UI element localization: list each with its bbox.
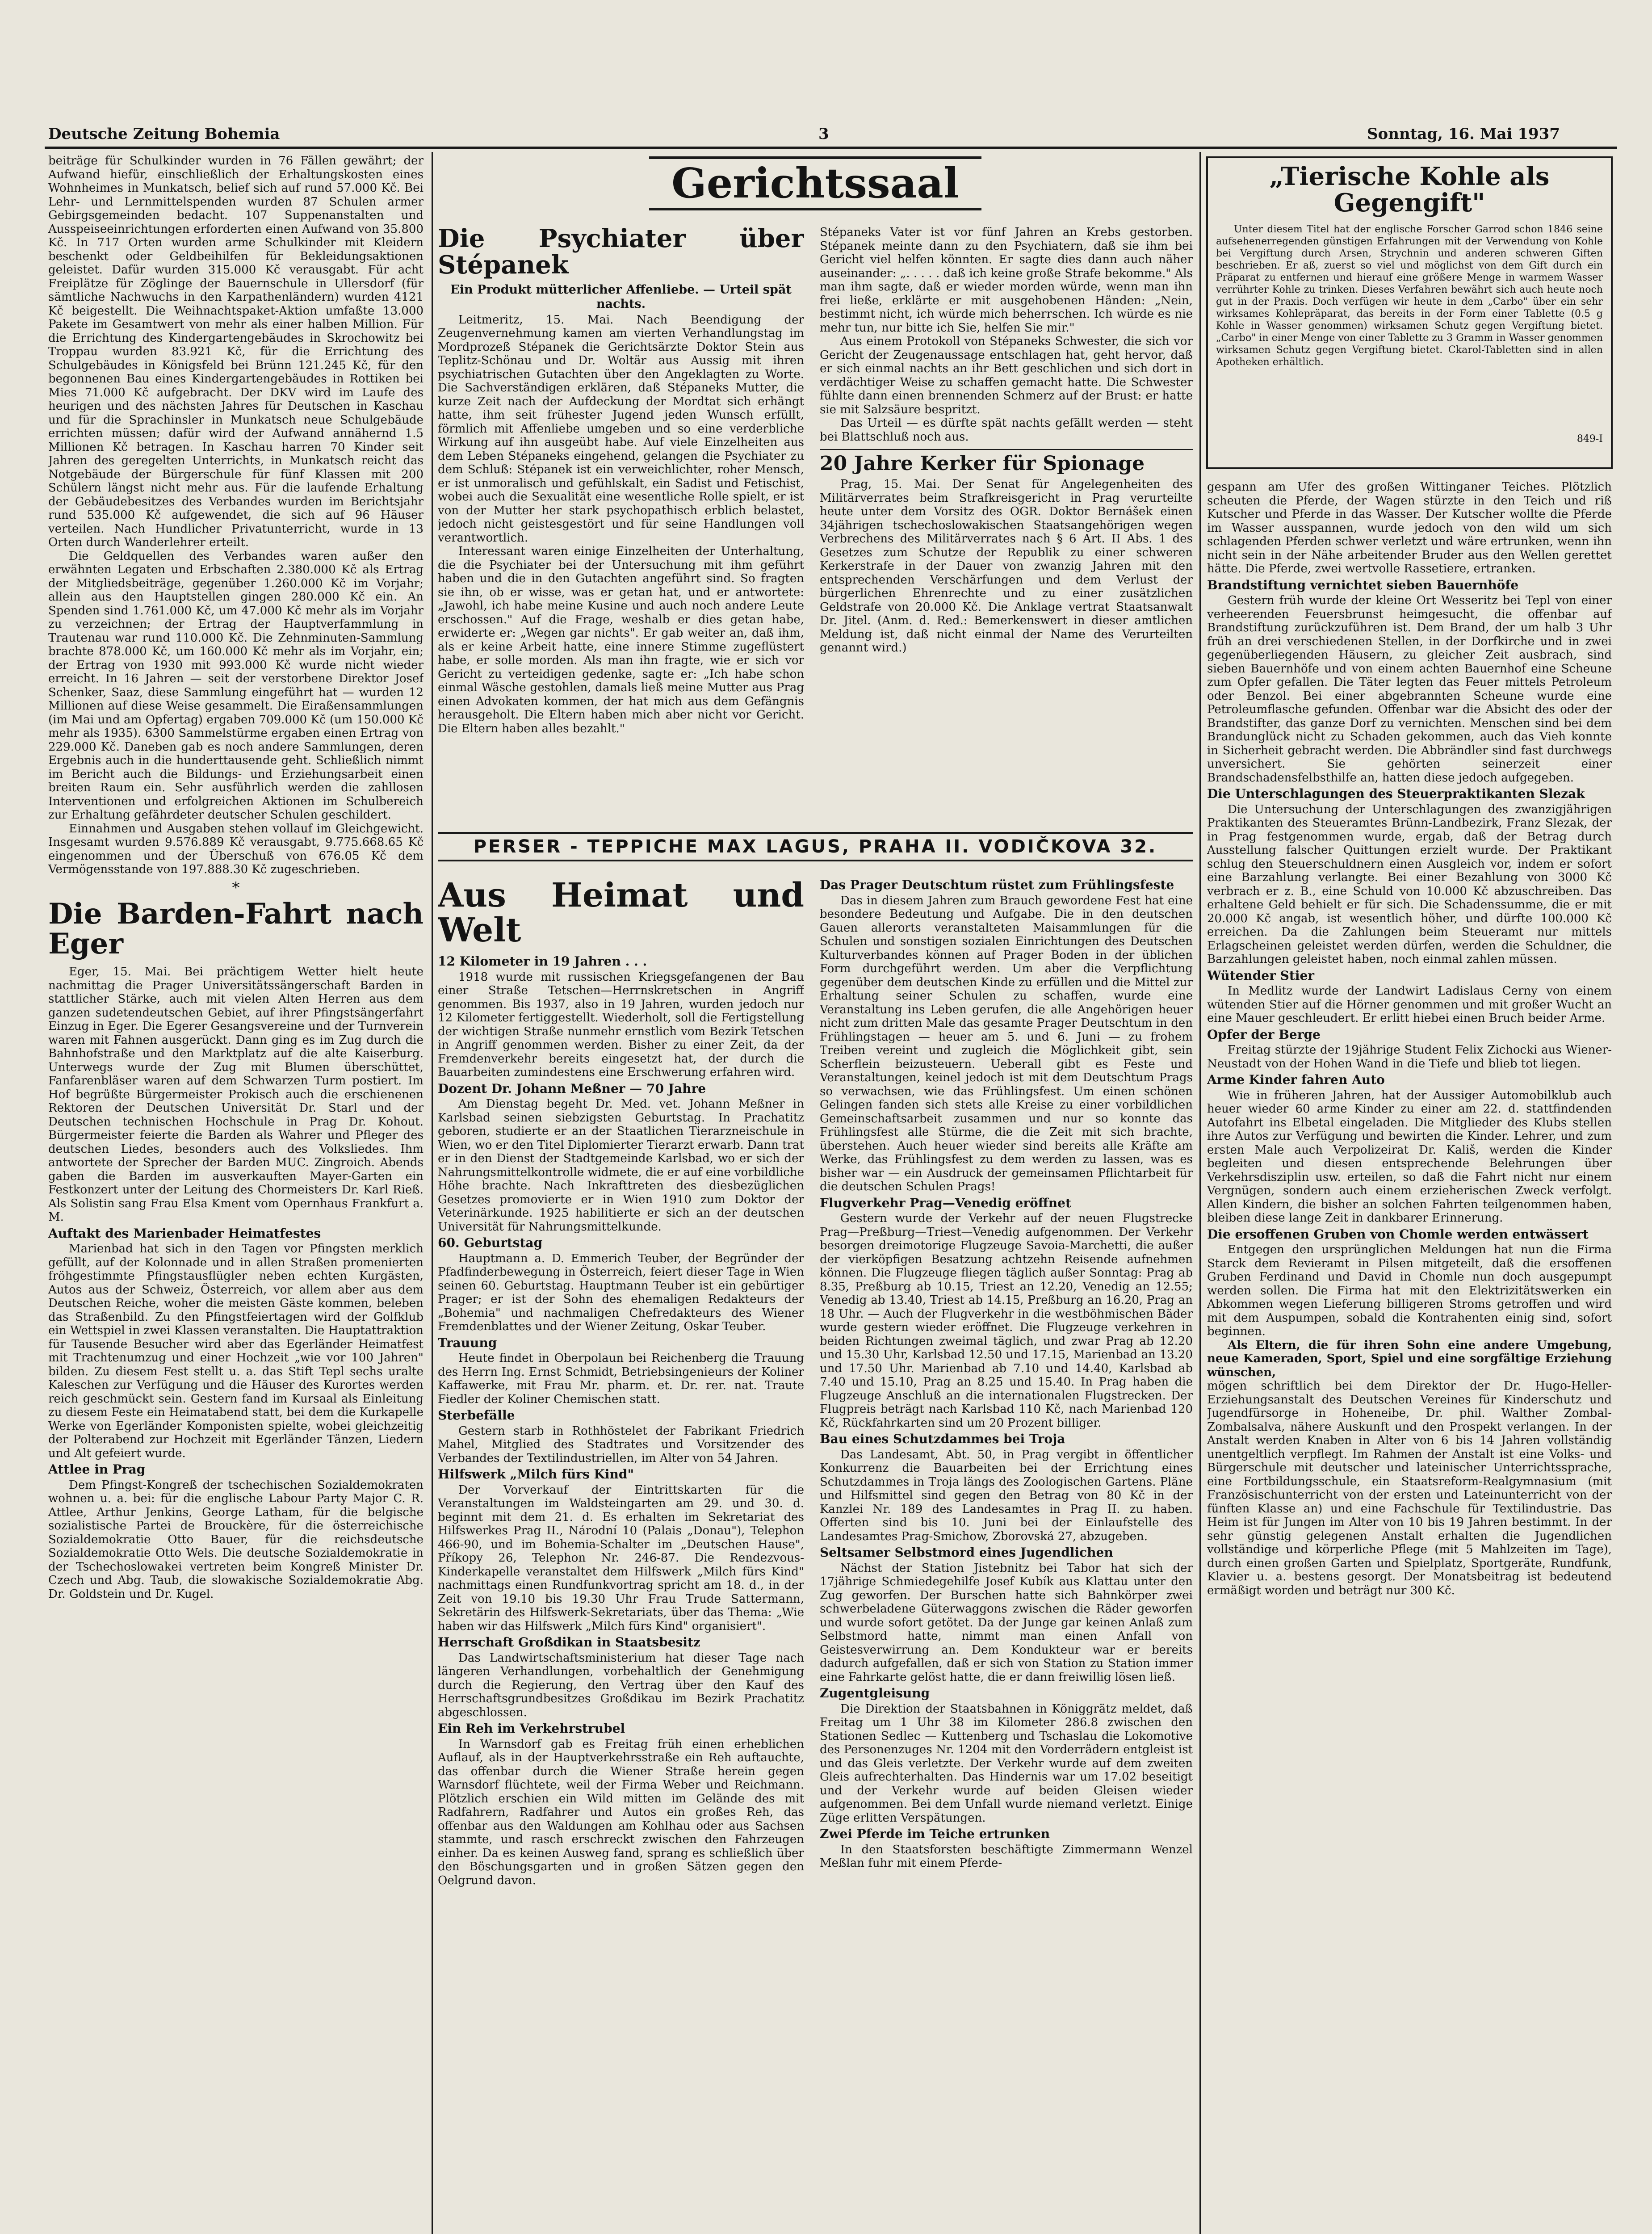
attlee-subheading: Attlee in Prag xyxy=(48,1462,146,1477)
messner-article-text: Am Dienstag begeht Dr. Med. vet. Johann Meßner in Karlsbad seinen siebzigsten Geburtstag. In Prachatitz geboren, studierte er an der Staatlichen Tierarzneischule in Wien, wo er den Titel Diplomierter Tierarzt erwarb. Dann trat er in den Dienst der Stadtgemeinde Karlsbad, wo er sich der Nahrungsmittelkontrolle widmete, die er auf eine vorbildliche Höhe brachte. Nach Inkrafttreten des diesbezüglichen Gesetzes promovierte er in Wien 1910 zum Doktor der Veterinärkunde. 1925 habilitierte er sich an der deutschen Universität für Nahrungsmittelkunde. xyxy=(438,1097,804,1234)
barden-headline: Die Barden-Fahrt nach Eger xyxy=(48,897,423,961)
strasse-article-text: 1918 wurde mit russischen Kriegsgefangenen der Bau einer Straße Tetschen—Herrnskretschen in Angriff genommen. Bis 1937, also in 19 Jahren, wurden jedoch nur 12 Kilometer fertiggestellt. Wiederholt, soll die Fertigstellung der wichtigen Straße nunmehr ernstlich vom Bezirk Tetschen in Angriff genommen werden. Bisher zu einer Zeit, da der Fremdenverkehr bereits eingesetzt hat, der durch die Bauarbeiten zumindestens eine Erschwerung erfahren wird. xyxy=(438,970,804,1079)
geburtstag-subheading: 60. Geburtstag xyxy=(438,1235,543,1251)
trauung-subheading: Trauung xyxy=(438,1335,497,1350)
psychiater-subheadline: Ein Produkt mütterlicher Affenliebe. — Urteil spät nachts. xyxy=(450,282,792,311)
separator xyxy=(820,449,1193,450)
issue-date: Sonntag, 16. Mai 1937 xyxy=(1367,125,1560,143)
schutzdamm-subheading: Bau eines Schutzdammes bei Troja xyxy=(820,1432,1065,1446)
attlee-article-text: Dem Pfingst-Kongreß der tschechischen Sozialdemokraten wohnen u. a. bei: für die englische Labour Party Major C. R. Attlee, Arthur Jenkins, George Latham, für die belgische sozialistische Partei de Brouckère, für die österreichische Sozialdemokratie Otto Bauer, für die reichsdeutsche Sozialdemokratie Otto Wels. Die deutsche Sozialdemokratie in der Tschechoslowakei vertreten beim Kongreß Minister Dr. Czech und Abg. Taub, die slowakische Sozialdemokratie Abg. Dr. Goldstein und Dr. Kugel. xyxy=(48,1478,423,1601)
perser-teppiche-ad: PERSER - TEPPICHE MAX LAGUS, PRAHA II. VODIČKOVA 32. xyxy=(438,832,1193,861)
slezak-subheading: Die Unterschlagungen des Steuerpraktikanten Slezak xyxy=(1207,786,1585,801)
pferde-article-continuation: gespann am Ufer des großen Wittinganer Teiches. Plötzlich scheuten die Pferde, der Wagen stürzte in den Teich und riß Kutscher und Pferde in das Wasser. Der Kutscher wollte die Pferde im Wasser ausspannen, wurde jedoch von den wild um sich schlagenden Pferden schwer verletzt und wäre ertrunken, wenn ihn nicht sein in der Nähe arbeitender Bruder aus den Wellen gerettet hätte. Die Pferde, zwei wertvolle Rassetiere, ertranken. xyxy=(1207,480,1612,575)
psychiater-article-text-2: Interessant waren einige Einzelheiten der Unterhaltung, die die Psychiater bei der Untersuchung mit ihm geführt haben und die in den Gutachten angeführt sind. So fragten sie ihn, ob er wisse, was er getan hat, und er antwortete: „Jawohl, ich habe meine Kusine und auch noch andere Leute erschossen." Auf die Frage, weshalb er dies getan habe, erwiderte er: „Wegen gar nichts". Er gab weiter an, daß ihm, als er keine Arbeit hatte, eine innere Stimme zugeflüstert habe, er solle morden. Als man ihn fragte, wie er sich vor Gericht zu verteidigen gedenke, sagte er: „Ich habe schon einmal Wäsche gestohlen, damals ließ meine Mutter aus Prag einen Advokaten kommen, der hat mich aus dem Gefängnis herausgeholt. Die Eltern haben mich aber nicht vor Gericht. Die Eltern haben alles bezahlt." xyxy=(438,545,804,735)
zugentgleisung-article-text: Die Direktion der Staatsbahnen in Königgrätz meldet, daß Freitag um 1 Uhr 38 im Kilometer 286.8 zwischen den Stationen Sedlec — Kuttenberg und Tschaslau die Lokomotive des Personenzuges Nr. 1204 mit den Vorderrädern entgleist ist und das Gleis verletzte. Der Verkehr wurde auf dem zweiten Gleis aufrechterhalten. Das Hindernis war um 17.02 beseitigt und der Verkehr wurde auf beiden Gleisen wieder aufgenommen. Bei dem Unfall wurde niemand verletzt. Einige Züge erlitten Verspätungen. xyxy=(820,1702,1193,1825)
fruehlingsfest-subheading: Das Prager Deutschtum rüstet zum Frühlingsfeste xyxy=(820,878,1174,892)
fruehlingsfest-article-text: Das in diesem Jahren zum Brauch gewordene Fest hat eine besondere Bedeutung und Aufgabe. Die in den deutschen Gauen allerorts veranstalteten Maisammlungen für die Schulen und sonstigen sozialen Einrichtungen des Deutschen Kulturverbandes können auf Prager Boden in der üblichen Form durchgeführt werden. Um aber die Verpflichtung gegenüber dem deutschen Kinde zu erfüllen und die Mittel zur Erhaltung seiner Schulen zu schaffen, wurde eine Veranstaltung ins Leben gerufen, die alle Angehörigen heuer nicht zum dritten Male das gesamte Prager Deutschtum in den Frühlingstagen — heuer am 5. und 6. Juni — zu frohem Treiben vereint und zugleich die Möglichkeit gibt, sein Scherflein beizusteuern. Ueberall gibt es Feste und Veranstaltungen, keinel jedoch ist mit dem Deutschtum Prags so verwachsen, wie das Frühlingsfest. Um einen schönen Gelingen fanden sich stets alle Kreise zu einer vorbildlichen Gemeinschaftsarbeit zusammen und nur so konnte das Frühlingsfest alle Stürme, die die Zeit mit sich brachte, überstehen. Auch heuer wieder sind bereits alle Kräfte am Werke, das Frühlingsfest zu dem werden zu lassen, was es bisher war — ein Ausdruck der gemeinsamen Pflichtarbeit für die deutschen Schulen Prags! xyxy=(820,894,1193,1193)
stier-subheading: Wütender Stier xyxy=(1207,968,1315,983)
zugentgleisung-subheading: Zugentgleisung xyxy=(820,1686,930,1701)
eltern-lead-text: Als Eltern, die für ihren Sohn eine andere Umgebung, neue Kameraden, Sport, Spiel und eine sorgfältige Erziehung wünschen, xyxy=(1207,1338,1612,1379)
psychiater-article-text: Leitmeritz, 15. Mai. Nach Beendigung der Zeugenvernehmung kamen am vierten Verhandlungstag im Mordprozeß Stépanek die Gerichtsärzte Doktor Stein aus Teplitz-Schönau und Dr. Woltär aus Aussig mit ihren psychiatrischen Gutachten über den Angeklagten zu Worte. Die Sachverständigen erklären, daß Stépaneks Mutter, die kurze Zeit nach der Aufdeckung der Mordtat sich erhängt hatte, ihm seit frühester Jugend jeden Wunsch erfüllt, förmlich mit Affenliebe umgeben und so eine verderbliche Wirkung auf ihn ausgeübt habe. Auf viele Einzelheiten aus dem Leben Stépaneks eingehend, gelangen die Psychiater zu dem Schluß: Stépanek ist ein verweichlichter, roher Mensch, er ist unmoralisch und gefühlskalt, ein Sadist und Fetischist, wobei auch die Sexualität eine wesentliche Rolle spielt, er ist von der Mutter her stark psychopathisch erblich belastet, jedoch nicht geistesgestört und für seine Handlungen voll verantwortlich. xyxy=(438,313,804,545)
psychiater-article-text-3: Stépaneks Vater ist vor fünf Jahren an Krebs gestorben. Stépanek meinte dann zu den Psychiatern, daß sie ihm bei Gericht viel helfen könnten. Er sagte dies dann auch näher auseinander: „. . . . . daß ich keine große Strafe bekomme." Als man ihm sagte, daß er wieder morden würde, wenn man ihn frei ließe, erklärte er mit ausgehobenen Händen: „Nein, bestimmt nicht, ich würde mich beherrschen. Ich würde es nie mehr tun, nur bitte ich Sie, helfen Sie mir." xyxy=(820,226,1193,335)
sterbefaelle-article-text: Gestern starb in Rothhöstelet der Fabrikant Friedrich Mahel, Mitglied des Stadtrates und Vorsitzender des Verbandes der Textilindustriellen, im Alter von 54 Jahren. xyxy=(438,1424,804,1465)
stier-article-text: In Medlitz wurde der Landwirt Ladislaus Cerny von einem wütenden Stier auf die Hörner genommen und mit großer Wucht an eine Mauer geschleudert. Er erlitt hiebei einen Bruch beider Arme. xyxy=(1207,984,1612,1025)
slezak-article-text: Die Untersuchung der Unterschlagungen des zwanzigjährigen Praktikanten des Steueramtes Brünn-Landbezirk, Franz Slezak, der in Prag festgenommen wurde, ergab, daß der Betrag durch Ausstellung falscher Quittungen erzielt wurde. Der Praktikant schlug den Steuerschuldnern einen Ausgleich vor, indem er sofort eine Barzahlung verlangte. Bei einer Bezahlung von 3000 Kč verbrach er z. B., eine Schuld von 10.000 Kč abzuschreiben. Das erhaltene Geld behielt er für sich. Die Schadenssumme, die er mit 20.000 Kč angab, ist wesentlich höher, und dürfte 100.000 Kč erreichen. Da die Zahlungen beim Steueramt nur mittels Erlagscheinen geleistet werden dürfen, werden die Schuldner, die Barzahlungen geleistet haben, noch einmal zahlen müssen. xyxy=(1207,802,1612,966)
schutzdamm-article-text: Das Landesamt, Abt. 50, in Prag vergibt in öffentlicher Konkurrenz die Bauarbeiten bei der Errichtung eines Schutzdammes in Troja längs des Zoologischen Gartens. Pläne und Hilfsmittel sind gegen den Betrag von 80 Kč in der Kanzlei Nr. 189 des Landesamtes in Prag II. zu haben. Offerten sind bis 10. Juni bei der Einlaufstelle des Landesamtes Prag-Smichow, Zborovská 27, abzugeben. xyxy=(820,1448,1193,1543)
berge-article-text: Freitag stürzte der 19jährige Student Felix Zichocki aus Wiener-Neustadt von der Hohen Wand in die Tiefe und blieb tot liegen. xyxy=(1207,1043,1612,1071)
kohle-advertisement-box xyxy=(1206,156,1613,469)
kohle-ad-text: Unter diesem Titel hat der englische Forscher Garrod schon 1846 seine aufsehenerregenden günstigen Erfahrungen mit der Verwendung von Kohle bei Vergiftung durch Arsen, Strychnin und anderen schweren Giften beschrieben. Er aß, zuerst so viel und möglichst von dem Gift durch ein Präparat zu entfernen und hierauf eine größere Menge in warmem Wasser verrührter Kohle zu trinken. Dieses Verfahren bewährt sich auch heute noch gut in der Praxis. Doch verfügen wir heute in dem „Carbo" über ein sehr wirksames Kohlepräparat, das bereits in der Form einer Tablette (0.5 g Kohle in Wasser genommen) wirksamen Schutz gegen Vergiftung bietet. „Carbo" in einer Menge von einer Tablette zu 3 Gramm in Wasser genommen wirksamen Schutz gegen Vergiftung bietet. Ckarol-Tabletten sind in allen Apotheken erhältlich. xyxy=(1216,223,1603,368)
trauung-article-text: Heute findet in Oberpolaun bei Reichenberg die Trauung des Herrn Ing. Ernst Schmidt, Betriebsingenieurs der Koliner Kaffawerke, mit Frau Mr. pharm. et. Dr. rer. nat. Traute Fiedler der Koliner Chemischen statt. xyxy=(438,1352,804,1406)
spionage-article-text: Prag, 15. Mai. Der Senat für Angelegenheiten des Militärverrates beim Strafkreisgericht in Prag verurteilte heute unter dem Vorsitz des OGR. Doktor Bernášek einen 34jährigen tschechoslowakischen Staatsangehörigen wegen Verbrechens des Militärverrates nach § 6 Art. II Abs. 1 des Gesetzes zum Schutze der Republik zu einer schweren Kerkerstrafe in der Dauer von zwanzig Jahren mit den entsprechenden Verschärfungen und dem Verlust der bürgerlichen Ehrenrechte und zu einer zusätzlichen Geldstrafe von 20.000 Kč. Die Anklage vertrat Staatsanwalt Dr. Jitel. (Anm. d. Red.: Bemerkenswert in dieser amtlichen Meldung ist, daß nicht einmal der Name des Verurteilten genannt wird.) xyxy=(820,478,1193,655)
strasse-subheading: 12 Kilometer in 19 Jahren . . . xyxy=(438,954,647,969)
auto-article-text: Wie in früheren Jahren, hat der Aussiger Automobilklub auch heuer wieder 60 arme Kinder zu einer am 22. d. stattfindenden Autofahrt ins Elbetal eingeladen. Die Mitglieder des Klubs stellen ihre Autos zur Verfügung und bewirten die Kinder. Lehrer, und zum ersten Male auch Verpolizeirat Dr. Kališ, werden die Kinder begleiten und diesen entsprechende Belehrungen über Verkehrsdisziplin usw. erteilen, so daß die Fahrt nicht nur einem Vergnügen, sondern auch einem erzieherischen Zweck verfolgt. Allen Kindern, die bisher an solchen Fahrten teilgenommen haben, bleiben diese lange Zeit in dankbarer Erinnerung. xyxy=(1207,1088,1612,1225)
geburtstag-article-text: Hauptmann a. D. Emmerich Teuber, der Begründer der Pfadfinderbewegung in Österreich, feiert dieser Tage in Wien seinen 60. Geburtstag. Hauptmann Teuber ist ein gebürtiger Prager; er ist der Sohn des ehemaligen Redakteurs der „Bohemia" und nachmaligen Chefredakteurs des Wiener Fremdenblattes und der Wiener Zeitung, Oskar Teuber. xyxy=(438,1251,804,1334)
flugverkehr-subheading: Flugverkehr Prag—Venedig eröffnet xyxy=(820,1195,1071,1210)
psychiater-article-text-5: Das Urteil — es dürfte spät nachts gefällt werden — steht bei Blattschluß noch aus. xyxy=(820,416,1193,444)
grossdikan-subheading: Herrschaft Großdikan in Staatsbesitz xyxy=(438,1635,700,1650)
masthead: Deutsche Zeitung Bohemia xyxy=(48,125,280,143)
chomle-subheading: Die ersoffenen Gruben von Chomle werden entwässert xyxy=(1207,1226,1589,1242)
eltern-article-text: mögen schriftlich bei dem Direktor der Dr. Hugo-Heller-Erziehungsanstalt des Deutschen Vereines für Kinderschutz und Jugendfürsorge in Hoheneibe, Dr. phil. Walther Zombal-Zombalsalva, nähere Auskunft und den Prospekt verlangen. In der Anstalt werden Knaben in Alter von 6 bis 14 Jahren vollständig unentgeltlich verpflegt. Im Rahmen der Anstalt ist eine Volks- und Bürgerschule mit deutscher und lateinischer Unterrichtssprache, eine Fortbildungsschule, ein Staatsreform-Realgymnasium (mit Französischunterricht von der ersten und Lateinunterricht von der fünften Klasse an) und eine Fachschule für Textilindustrie. Das Heim ist für Jungen im Alter von 10 bis 19 Jahren bestimmt. In der sehr günstig gelegenen Anstalt erhalten die Jugendlichen vollständige und körperliche Pflege (mit 5 Mahlzeiten im Tage), durch einen großen Garten und Spielplatz, Sportgeräte, Rundfunk, Klavier u. a. bestens gesorgt. Der Monatsbeitrag ist bedeutend ermäßigt worden und beträgt nur 300 Kč. xyxy=(1207,1379,1612,1597)
brandstiftung-subheading: Brandstiftung vernichtet sieben Bauernhöfe xyxy=(1207,577,1519,592)
sterbefaelle-subheading: Sterbefälle xyxy=(438,1408,515,1423)
messner-subheading: Dozent Dr. Johann Meßner — 70 Jahre xyxy=(438,1081,706,1096)
barden-article-text: Eger, 15. Mai. Bei prächtigem Wetter hielt heute nachmittag die Prager Universitätssängerschaft Barden in stattlicher Stärke, auch mit vielen Alten Herren aus dem ganzen sudetendeutschen Gebiet, auf ihrer Pfingstsängerfahrt Einzug in Eger. Die Egerer Gesangsvereine und der Turnverein waren mit Fahnen ausgerückt. Dann ging es im Zug durch die Bahnhofstraße und den Marktplatz auf die alte Kaiserburg. Unterwegs wurde der Zug mit Blumen überschüttet, Fanfarenbläser waren auf dem Schwarzen Turm postiert. Im Hof begrüßte Bürgermeister Prokisch auch die erschienenen Rektoren der Deutschen Universität Dr. Starl und der Deutschen technischen Hochschule in Prag Dr. Kohout. Bürgermeister feierte die Barden als Wahrer und Pfleger des deutschen Liedes, besonders auch des Volksliedes. Ihm antwortete der Sprecher der Barden MUC. Zingroich. Abends gaben die Barden im ausverkauften Mayer-Garten ein Festkonzert unter der Leitung des Chormeisters Dr. Karl Rieß. Als Solistin sang Frau Elsa Kment vom Opernhaus Frankfurt a. M. xyxy=(48,965,423,1224)
chomle-article-text: Entgegen den ursprünglichen Meldungen hat nun die Firma Starck dem Revieramt in Pilsen mitgeteilt, daß die ersoffenen Gruben Ferdinand und David in Chomle nun doch ausgepumpt werden sollen. Die Firma hat mit den Elektrizitätswerken ein Abkommen wegen Lieferung billigeren Stroms getroffen und wird mit dem Auspumpen, sobald die Kontrahenten einig sind, sofort beginnen. xyxy=(1207,1243,1612,1338)
association-finances-text: Die Geldquellen des Verbandes waren außer den erwähnten Legaten und Erbschaften 2.380.000 Kč als Ertrag der Mitgliedsbeiträge, gegenüber 1.260.000 Kč im Vorjahr; allein aus den Hauptstellen gingen 280.000 Kč ein. An Spenden sind 1.761.000 Kč, um 47.000 Kč mehr als im Vorjahr zu verzeichnen; der Ertrag der Hauptverfammlung in Trautenau war rund 110.000 Kč. Die Zehnminuten-Sammlung brachte 878.000 Kč, um 160.000 Kč mehr als im Vorjahr, ein; der Ertrag von 1930 mit 993.000 Kč wurde nicht wieder erreicht. In 16 Jahren — seit der verstorbene Direktor Josef Schenker, Saaz, diese Sammlung eingeführt hat — wurden 12 Millionen auf diese Weise gesammelt. Die Eiraßensammlungen (im Mai und am Opfertag) ergaben 709.000 Kč (um 150.000 Kč mehr als 1935). 6300 Sammelstürme ergaben einen Ertrag von 229.000 Kč. Daneben gab es noch andere Sammlungen, deren Ergebnis auch in die hunderttausende geht. Schließlich nimmt im Bericht auch die Bildungs- und Erziehungsarbeit einen breiten Raum ein. Sehr ausführlich werden die zahllosen Interventionen und erfolgreichen Aktionen im Schulbereich zur Erhaltung gefährdeter deutscher Schulen geschildert. xyxy=(48,549,423,822)
column-2d xyxy=(820,876,1193,2234)
spionage-headline: 20 Jahre Kerker für Spionage xyxy=(820,452,1145,475)
hilfswerk-article-text: Der Vorverkauf der Eintrittskarten für die Veranstaltungen im Waldsteingarten am 29. und 30. d. beginnt mit dem 21. d. Es erhalten im Sekretariat des Hilfswerkes Prag II., Národní 10 (Palais „Donau"), Telephon 466-90, und im Bohemia-Schalter im „Deutschen Hause", Příkopy 26, Telephon Nr. 246-87. Die Rendezvous-Kinderkapelle veranstaltet dem Hilfswerk „Milch fürs Kind" nachmittags einen Rundfunkvortrag spricht am 18. d., in der Zeit von 19.10 bis 19.30 Uhr Frau Trude Sattermann, Sekretärin des Hilfswerk-Sekretariats, über das Thema: „Wie haben wir das Hilfswerk „Milch fürs Kind" organisiert". xyxy=(438,1483,804,1633)
column-2a xyxy=(438,226,804,824)
grossdikan-article-text: Das Landwirtschaftsministerium hat dieser Tage nach längeren Verhandlungen, vorbehaltlich der Genehmigung durch die Regierung, den Vertrag über den Kauf des Herrschaftsgrundbesitzes Großdikau im Bezirk Prachatitz abgeschlossen. xyxy=(438,1651,804,1719)
column-2c xyxy=(438,876,804,2234)
selbstmord-subheading: Seltsamer Selbstmord eines Jugendlichen xyxy=(820,1545,1113,1560)
pferde-subheading: Zwei Pferde im Teiche ertrunken xyxy=(820,1827,1050,1841)
kohle-ad-code: 849-I xyxy=(1577,433,1603,445)
reh-subheading: Ein Reh im Verkehrstrubel xyxy=(438,1721,625,1736)
kohle-headline: „Tierische Kohle als Gegengift" xyxy=(1269,162,1550,218)
marienbad-article-text: Marienbad hat sich in den Tagen vor Pfingsten merklich gefüllt, auf der Kolonnade und in allen Straßen promenierten fröhgestimmte Pfingstausflügler neben echten Kurgästen, Autos aus der Schweiz, Österreich, vor allem aber aus dem Deutschen Reiche, woher die meisten Gäste kommen, beleben das Straßenbild. Zu den Pfingstfeiertagen wird der Golfklub ein Wettspiel in zwei Klassen veranstalten. Die Hauptattraktion für Tausende Besucher wird aber das Egerländer Heimatfest mit Trachtenumzug und einer Hochzeit „wie vor 100 Jahren" bilden. Zu diesem Fest stellt u. a. das Stift Tepl sechs uralte Kaleschen zur Verfügung und die Häuser des Kurortes werden reich geschmückt sein. Gestern fand im Kursaal als Einleitung zu diesem Feste ein Heimatabend statt, bei dem die Kurkapelle Werke von Egerländer Komponisten spielte, wobei gleichzeitig der Polterabend zur Hochzeit mit Egerländer Tänzen, Liedern und Alt gefeiert wurde. xyxy=(48,1242,423,1460)
reh-article-text: In Warnsdorf gab es Freitag früh einen erheblichen Auflauf, als in der Hauptverkehrsstraße ein Reh auftauchte, das offenbar durch die Wiener Straße herein gegen Warnsdorf flüchtete, weil der Firma Weber und Reichmann. Plötzlich erschien ein Wild mitten im Gelände des mit Radfahrern, Radfahrer und Autos ein großes Reh, das offenbar aus den Waldungen am Kohlhau oder aus Sachsen stammte, und rasch erschreckt zwischen den Fahrzeugen einher. Da es keinen Ausweg fand, sprang es schließlich über den Böschungsgarten und in großen Sätzen gegen den Oelgrund davon. xyxy=(438,1737,804,1887)
marienbad-subheading: Auftakt des Marienbader Heimatfestes xyxy=(48,1226,321,1241)
association-report-text: beiträge für Schulkinder wurden in 76 Fällen gewährt; der Aufwand hiefür, einschließlich der Erhaltungskosten eines Wohnheimes in Munkatsch, belief sich auf rund 57.000 Kč. Bei Lehr- und Lernmittelspenden wurden 87 Schulen armer Gebirgsgemeinden bedacht. 107 Suppenanstalten und Ausspeiseeinrichtungen erforderten einen Aufwand von 35.800 Kč. In 717 Orten wurden arme Schulkinder mit Kleidern beschenkt oder Geldbeihilfen für Bekleidungsaktionen geleistet. Dafür wurden 315.000 Kč verausgabt. Für acht Freiplätze für Zöglinge der Bauernschule in Ullersdorf (für sämtliche Nachwuchs in den Karpathenländern) wurden 4121 Kč beigestellt. Die Weihnachtspaket-Aktion umfaßte 13.000 Pakete im Gesamtwert von mehr als einer halben Million. Für die Errichtung des Kindergartengebäudes in Skrochowitz bei Troppau wurden 83.921 Kč, für die Errichtung des Schulgebäudes in Königsfeld bei Brünn 121.245 Kč, für den begonnenen Bau eines Kindergartengebäudes in Rottiken bei Mies 71.000 Kč aufgebracht. Der DKV wird im Laufe des heurigen und des nächsten Jahres für Deutschen in Kaschau und für die Sprachinsler in Munkatsch neue Schulgebäude errichten müssen; dafür wird der Aufwand annähernd 1.5 Millionen Kč betragen. In Kaschau harren 70 Kinder seit Jahren des geregelten Unterrichts, in Munkatsch reicht das Notgebäude der Bürgerschule für fünf Klassen mit 200 Schülern längst nicht mehr aus. Für die laufende Erhaltung der Gebäudebesitzes des Verbandes wurden im Berichtsjahr rund 535.000 Kč aufgewendet, die sich auf 96 Häuser verteilen. Nach Hundlicher Privatunterricht, wurde in 13 Orten durch Wanderlehrer erteilt. xyxy=(48,154,423,549)
pferde-article-text: In den Staatsforsten beschäftigte Zimmermann Wenzel Meßlan fuhr mit einem Pferde- xyxy=(820,1843,1193,1870)
psychiater-article-text-4: Aus einem Protokoll von Stépaneks Schwester, die sich vor Gericht der Zeugenaussage entschlagen hat, geht hervor, daß er sich einmal nachts an ihr Bett geschlichen und sich dort in verdächtiger Weise zu schaffen gemacht hatte. Die Schwester fühlte dann einen brennenden Schmerz auf der Brust: er hatte sie mit Salzsäure bespritzt. xyxy=(820,335,1193,416)
section-star: * xyxy=(232,878,240,897)
column-3 xyxy=(1207,480,1612,2234)
column-2b xyxy=(820,226,1193,824)
gerichtssaal-section xyxy=(438,156,1193,219)
berge-subheading: Opfer der Berge xyxy=(1207,1027,1321,1042)
auto-subheading: Arme Kinder fahren Auto xyxy=(1207,1072,1385,1087)
column-rule-2 xyxy=(1199,152,1201,2234)
brandstiftung-article-text: Gestern früh wurde der kleine Ort Wesseritz bei Tepl von einer verheerenden Feuersbrunst heimgesucht, die offenbar auf Brandstiftung zurückzuführen ist. Dem Brand, der um halb 3 Uhr früh an drei verschiedenen Stellen, in der Dorfkirche und in zwei gegenüberliegenden Häusern, zu gleicher Zeit ausbrach, sind sieben Bauernhöfe und von einem achten Bauernhof eine Scheune zum Opfer gefallen. Die Täter legten das Feuer mittels Petroleum oder Benzol. Bei einer abgebrannten Scheune wurde eine Petroleumflasche gefunden. Offenbar war die Absicht des oder der Brandstifter, das ganze Dorf zu vernichten. Menschen sind bei dem Brandunglück nicht zu Schaden gekommen, auch das Vieh konnte in Sicherheit gebracht werden. Die Abbrändler sind fast durchwegs unversichert. Sie gehörten seinerzeit einer Brandschadensfelbsthilfe an, hatten diese jedoch aufgegeben. xyxy=(1207,594,1612,785)
column-1 xyxy=(48,154,423,2234)
section-title-gerichtssaal: Gerichtssaal xyxy=(649,156,981,210)
header-rule xyxy=(45,147,1617,149)
selbstmord-article-text: Nächst der Station Jistebnitz bei Tabor hat sich der 17jährige Schmiedegehilfe Josef Kubík aus Klattau unter den Zug geworfen. Der Burschen hatte sich Bahnkörper zwei schwerbeladene Güterwaggons zwischen die Räder geworfen und wurde sofort getötet. Da der Junge gar keinen Anlaß zum Selbstmord hatte, nimmt man einen Anfall von Geistesverwirrung an. Dem Kondukteur war er bereits dadurch aufgefallen, daß er sich von Station zu Station immer eine Fahrkarte gelöst hatte, die er dann freiwillig lösen ließ. xyxy=(820,1561,1193,1684)
heimat-welt-headline: Aus Heimat und Welt xyxy=(438,876,804,949)
page-number: 3 xyxy=(818,125,829,143)
hilfswerk-subheading: Hilfswerk „Milch fürs Kind" xyxy=(438,1467,634,1482)
association-balance-text: Einnahmen und Ausgaben stehen vollauf im Gleichgewicht. Insgesamt wurden 9.576.889 Kč verausgabt, 9.775.668.65 Kč eingenommen und der Überschuß von 676.05 Kč dem Vermögensstande von 197.888.30 Kč zugeschrieben. xyxy=(48,822,423,876)
psychiater-headline: Die Psychiater über Stépanek xyxy=(438,226,804,280)
column-rule-1 xyxy=(432,152,433,2234)
flugverkehr-article-text: Gestern wurde der Verkehr auf der neuen Flugstrecke Prag—Preßburg—Triest—Venedig aufgenommen. Der Verkehr besorgen dreimotorige Flugzeuge Savoia-Marchetti, die außer der vierköpfigen Besatzung achtzehn Reisende aufnehmen können. Die Flugzeuge fliegen täglich außer Sonntag: Prag ab 8.35, Preßburg ab 10.15, Triest an 12.20, Venedig an 12.55; Venedig ab 13.40, Triest ab 14.15, Preßburg an 16.20, Prag an 18 Uhr. — Auch der Flugverkehr in die westböhmischen Bäder wurde gestern wieder eröffnet. Die Flugzeuge verkehren in beiden Richtungen zweimal täglich, und zwar Prag ab 12.20 und 15.30 Uhr, Karlsbad 12.50 und 17.15, Marienbad an 13.20 und 17.50 Uhr. Marienbad ab 7.10 und 14.40, Karlsbad ab 7.40 und 15.10, Prag an 8.25 und 15.40. In Prag haben die Flugzeuge Anschluß an die internationalen Flugstrecken. Der Flugpreis beträgt nach Karlsbad 110 Kč, nach Marienbad 120 Kč, Rückfahrkarten sind um 20 Prozent billiger. xyxy=(820,1212,1193,1430)
